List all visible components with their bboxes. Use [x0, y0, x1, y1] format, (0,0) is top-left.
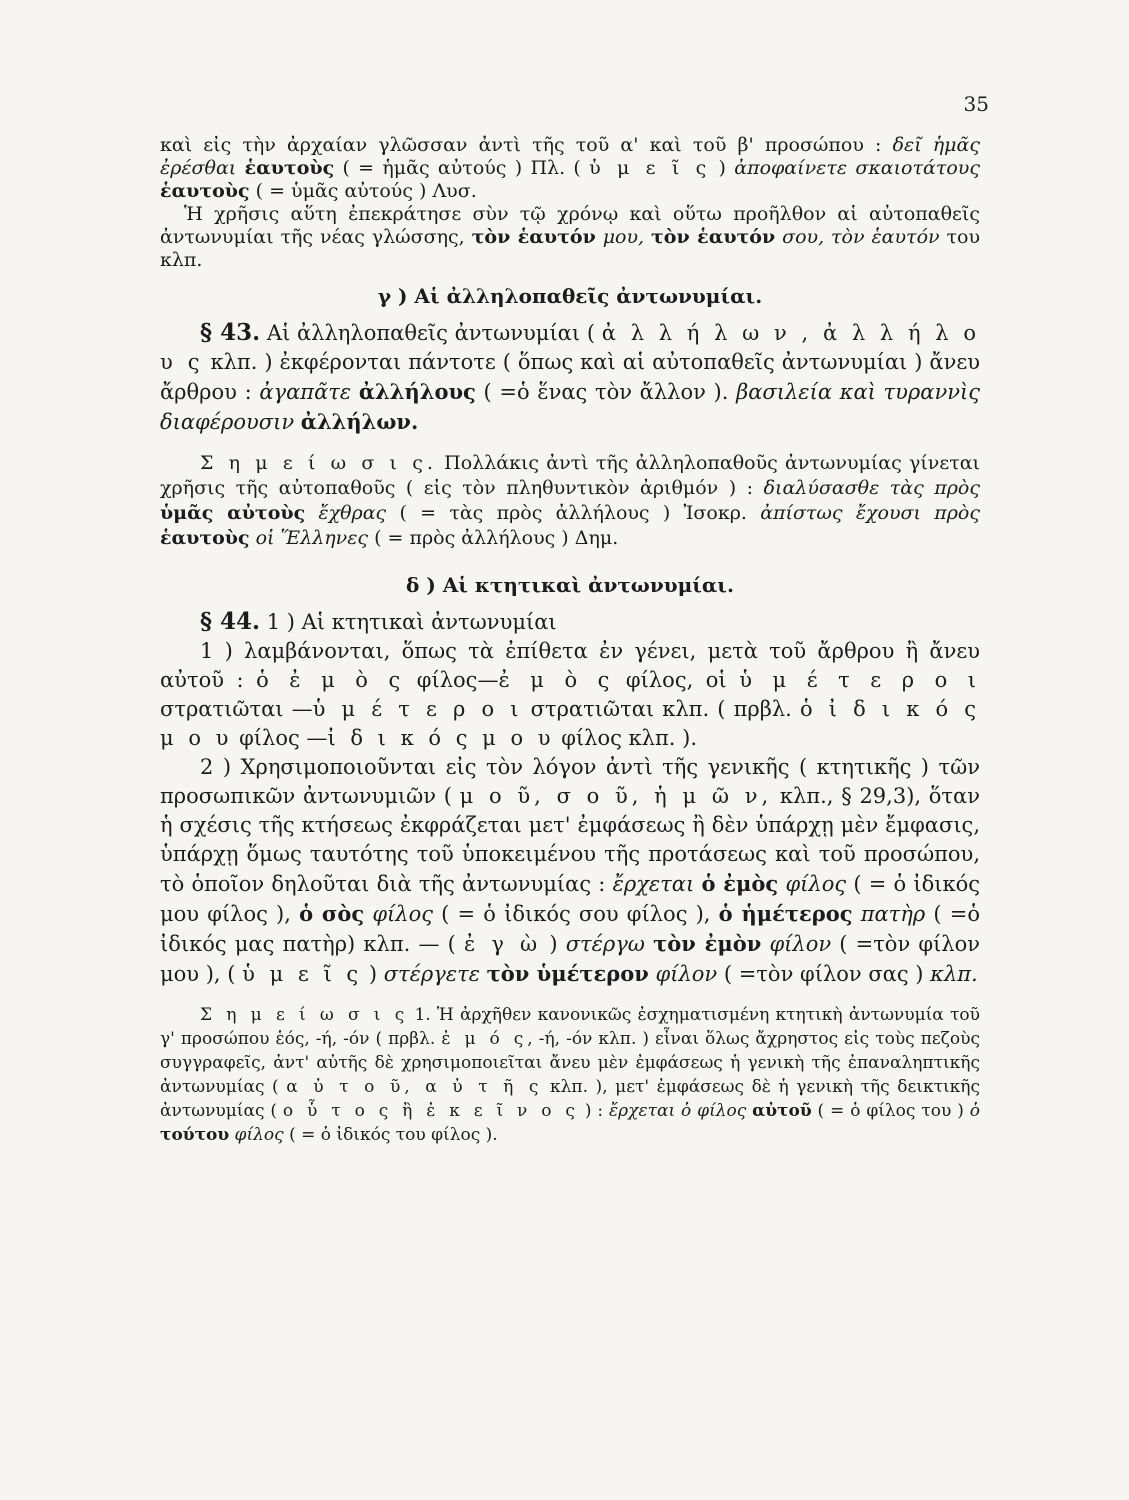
section-heading-possessive: δ ) Αἱ κτητικαὶ ἀντωνυμίαι.	[406, 573, 734, 597]
paragraph-section-44-point-2: 2 ) Χρησιμοποιοῦνται εἰς τὸν λόγον ἀντὶ τῆς γενικῆς ( κτητικῆς ) τῶν προσωπικῶν ἀντωνυμιῶν ( μ ο ῦ, σ ο ῦ, ἡ μ ῶ ν, κλπ., § 29,3), ὅταν ἡ σχέσις τῆς κτήσεως ἐκφράζεται μετ' ἐμφάσεως ἢ δὲν ὑπάρχῃ μὲν ἔμφασις, ὑπάρχῃ ὅμως ταυτότης τοῦ ὑποκειμένου τῆς προτάσεως καὶ τοῦ προσώπου, τὸ ὁποῖον δηλοῦται διὰ τῆς ἀντωνυμίας : ἔρχεται ὁ ἐμὸς φίλος ( = ὁ ἰδικός μου φίλος ), ὁ σὸς φίλος ( = ὁ ἰδικός σου φίλος ), ὁ ἡμέτερος πατὴρ ( =ὁ ἰδικός μας πατὴρ) κλπ. — ( ἐ γ ὼ ) στέργω τὸν ἐμὸν φίλον ( =τὸν φίλον μου ), ( ὑ μ ε ῖ ς ) στέργετε τὸν ὑμέτερον φίλον ( =τὸν φίλον σας ) κλπ.	[160, 755, 981, 986]
paragraph-usage: Ἡ χρῆσις αὕτη ἐπεκράτησε σὺν τῷ χρόνῳ καὶ οὕτω προῆλθον αἱ αὐτοπαθεῖς ἀντωνυμίαι τῆς νέας γλώσσης, τὸν ἑαυτόν μου, τὸν ἑαυτόν σου, τὸν ἑαυτόν του κλπ.	[160, 203, 980, 271]
page-content	[160, 134, 980, 1147]
paragraph-section-44-point-1: 1 ) λαμβάνονται, ὅπως τὰ ἐπίθετα ἐν γένει, μετὰ τοῦ ἄρθρου ἢ ἄνευ αὐτοῦ : ὁ ἐ μ ὸ ς φίλος—ἐ μ ὸ ς φίλος, οἱ ὑ μ έ τ ε ρ ο ι στρατιῶται —ὑ μ έ τ ε ρ ο ι στρατιῶται κλπ. ( πρβλ. ὁ ἰ δ ι κ ό ς μ ο υ φίλος —ἰ δ ι κ ό ς μ ο υ φίλος κλπ. ).	[160, 639, 980, 750]
note-possessive: Σ η μ ε ί ω σ ι ς 1. Ἡ ἀρχῆθεν κανονικῶς ἐσχηματισμένη κτητικὴ ἀντωνυμία τοῦ γ' προσώπου ἑός, -ή, -όν ( πρβλ. ἐ μ ό ς, -ή, -όν κλπ. ) εἶναι ὅλως ἄχρηστος εἰς τοὺς πεζοὺς συγγραφεῖς, ἀντ' αὐτῆς δὲ χρησιμοποιεῖται ἄνευ μὲν ἐμφάσεως ἡ γενικὴ τῆς ἐπαναληπτικῆς ἀντωνυμίας ( α ὐ τ ο ῦ, α ὐ τ ῆ ς κλπ. ), μετ' ἐμφάσεως δὲ ἡ γενικὴ τῆς δεικτικῆς ἀντωνυμίας ( ο ὗ τ ο ς ἢ ἐ κ ε ῖ ν ο ς ) : ἔρχεται ὁ φίλος αὐτοῦ ( = ὁ φίλος του ) ὁ τούτου φίλος ( = ὁ ἰδικός του φίλος ).	[160, 1005, 981, 1145]
paragraph-intro: καὶ εἰς τὴν ἀρχαίαν γλῶσσαν ἀντὶ τῆς τοῦ α' καὶ τοῦ β' προσώπου : δεῖ ἡμᾶς ἐρέσθαι ἑαυτοὺς ( = ἡμᾶς αὐτούς ) Πλ. ( ὑ μ ε ῖ ς ) ἀποφαίνετε σκαιοτάτους ἑαυτοὺς ( = ὑμᾶς αὐτούς ) Λυσ.	[160, 134, 980, 202]
page-number: 35	[963, 92, 989, 116]
paragraph-section-43: § 43. Αἱ ἀλληλοπαθεῖς ἀντωνυμίαι ( ἀ λ λ ή λ ω ν , ἀ λ λ ή λ ο υ ς κλπ. ) ἐκφέρονται πάντοτε ( ὅπως καὶ αἱ αὐτοπαθεῖς ἀντωνυμίαι ) ἄνευ ἄρθρου : ἀγαπᾶτε ἀλλήλους ( =ὁ ἕνας τὸν ἄλλον ). βασιλεία καὶ τυραννὶς διαφέρουσιν ἀλλήλων.	[160, 319, 980, 434]
section-heading-reciprocal: γ ) Αἱ ἀλληλοπαθεῖς ἀντωνυμίαι.	[377, 284, 763, 308]
paragraph-section-44-title: § 44. 1 ) Αἱ κτητικαὶ ἀντωνυμίαι	[200, 608, 557, 635]
note-reciprocal: Σ η μ ε ί ω σ ι ς. Πολλάκις ἀντὶ τῆς ἀλληλοπαθοῦς ἀντωνυμίας γίνεται χρῆσις τῆς αὐτοπαθοῦς ( εἰς τὸν πληθυντικὸν ἀριθμόν ) : διαλύσασθε τὰς πρὸς ὑμᾶς αὐτοὺς ἔχθρας ( = τὰς πρὸς ἀλλήλους ) Ἰσοκρ. ἀπίστως ἔχουσι πρὸς ἑαυτοὺς οἱ Ἕλληνες ( = πρὸς ἀλλήλους ) Δημ.	[160, 452, 980, 549]
